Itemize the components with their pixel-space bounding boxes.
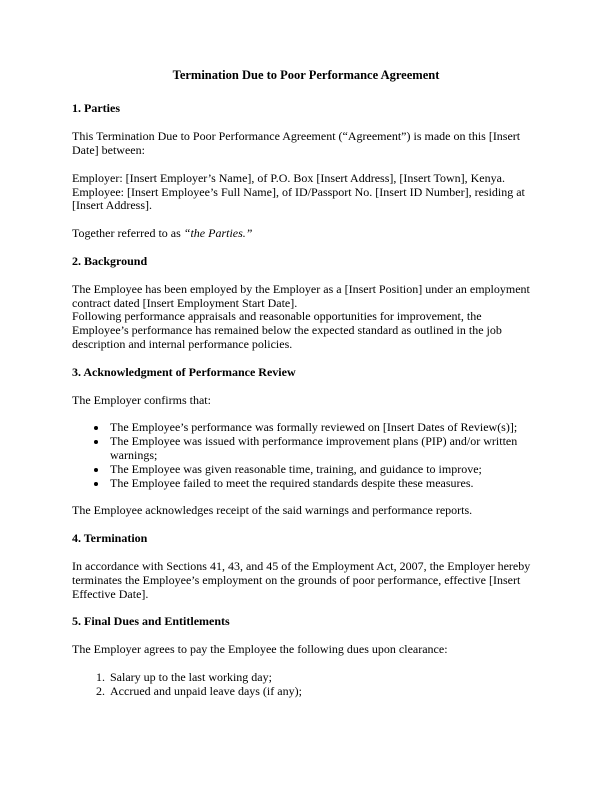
acknowledgment-intro-paragraph: The Employer confirms that: — [72, 392, 211, 407]
employer-line: Employer: [Insert Employer’s Name], of P.O. Box [Insert Address], [Insert Town], Kenya. — [72, 170, 505, 185]
bullet-item-failed-standards: • The Employee failed to meet the required standards despite these measures. — [108, 477, 540, 491]
background-line-1: The Employee has been employed by the Employer as a [Insert Position] under an employment contract dated [Insert Employment Start Date]. — [72, 281, 530, 310]
document-title: Termination Due to Poor Performance Agreement — [172, 68, 440, 82]
numbered-item-leave-days: 2. Accrued and unpaid leave days (if any); — [108, 685, 540, 699]
acknowledgment-outro-paragraph: The Employee acknowledges receipt of the said warnings and performance reports. — [72, 503, 473, 518]
background-paragraph — [72, 283, 540, 352]
parties-identification-paragraph — [72, 172, 540, 213]
final-dues-numbered-list — [72, 671, 540, 699]
termination-paragraph: In accordance with Sections 41, 43, and 45 of the Employment Act, 2007, the Employer hereby terminates the Employee’s employment on the grounds of poor performance, effective [Insert Effective Date]. — [72, 558, 531, 601]
the-parties-italic-text: “the Parties.” — [183, 226, 253, 241]
background-line-2: Following performance appraisals and reasonable opportunities for improvement, the Employee’s performance has remained below the expected standard as outlined in the job description and internal performance policies. — [72, 309, 502, 351]
employee-line: Employee: [Insert Employee’s Full Name], of ID/Passport No. [Insert ID Number], residing at [Insert Address]. — [72, 184, 525, 213]
bullet-item-review-dates: • The Employee’s performance was formally reviewed on [Insert Dates of Review(s)]; — [108, 421, 540, 435]
bullet-item-pip-warnings: • The Employee was issued with performance improvement plans (PIP) and/or written warnings; — [108, 435, 540, 463]
acknowledgment-bullet-list — [72, 421, 540, 490]
section-heading-acknowledgment: 3. Acknowledgment of Performance Review — [72, 364, 296, 379]
final-dues-intro-paragraph: The Employer agrees to pay the Employee the following dues upon clearance: — [72, 642, 448, 657]
section-heading-termination: 4. Termination — [72, 531, 148, 546]
section-heading-background: 2. Background — [72, 253, 148, 268]
parties-intro-paragraph: This Termination Due to Poor Performance Agreement (“Agreement”) is made on this [Insert Date] between: — [72, 129, 521, 157]
parties-together-paragraph — [72, 227, 540, 241]
bullet-item-time-training: • The Employee was given reasonable time, training, and guidance to improve; — [108, 463, 540, 477]
section-heading-parties: 1. Parties — [72, 101, 120, 116]
section-heading-final-dues: 5. Final Dues and Entitlements — [72, 614, 230, 629]
together-prefix-text: Together referred to as — [72, 226, 184, 241]
numbered-item-salary: 1. Salary up to the last working day; — [108, 671, 540, 685]
